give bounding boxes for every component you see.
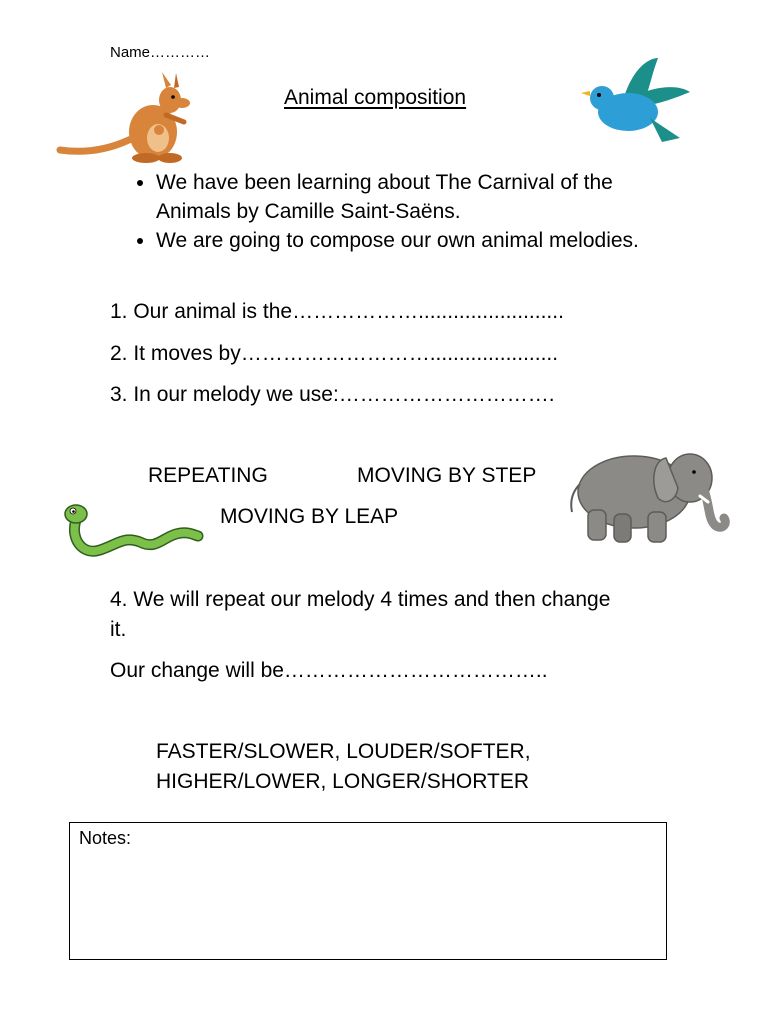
kangaroo-illustration — [58, 70, 193, 165]
notes-label: Notes: — [79, 828, 132, 848]
page-title: Animal composition — [284, 86, 467, 109]
option-moving-by-step: MOVING BY STEP — [357, 464, 537, 487]
question-4: 4. We will repeat our melody 4 times and then change it. — [110, 588, 611, 641]
change-options-line: FASTER/SLOWER, LOUDER/SOFTER, — [156, 740, 531, 763]
intro-bullet-item: • We are going to compose our own animal melodies. — [156, 226, 676, 255]
name-field-label: Name………… — [110, 44, 211, 61]
question-2: 2. It moves by………………………...................... — [110, 342, 559, 365]
change-options-line: HIGHER/LOWER, LONGER/SHORTER — [156, 770, 529, 793]
change-options — [156, 737, 531, 797]
change-question: Our change will be……………………………….. — [110, 659, 548, 682]
notes-box[interactable] — [69, 822, 667, 960]
question-1: 1. Our animal is the………………......................... — [110, 300, 564, 323]
question-3: 3. In our melody we use:…………………………. — [110, 383, 555, 406]
elephant-illustration — [566, 440, 730, 546]
option-moving-by-leap: MOVING BY LEAP — [220, 505, 399, 528]
intro-bullet-item: • We have been learning about The Carnival of the Animals by Camille Saint-Saëns. — [156, 168, 676, 226]
intro-bullet-list — [130, 168, 676, 255]
bird-illustration — [580, 56, 692, 148]
option-repeating: REPEATING — [148, 464, 268, 487]
snake-illustration — [62, 498, 200, 568]
